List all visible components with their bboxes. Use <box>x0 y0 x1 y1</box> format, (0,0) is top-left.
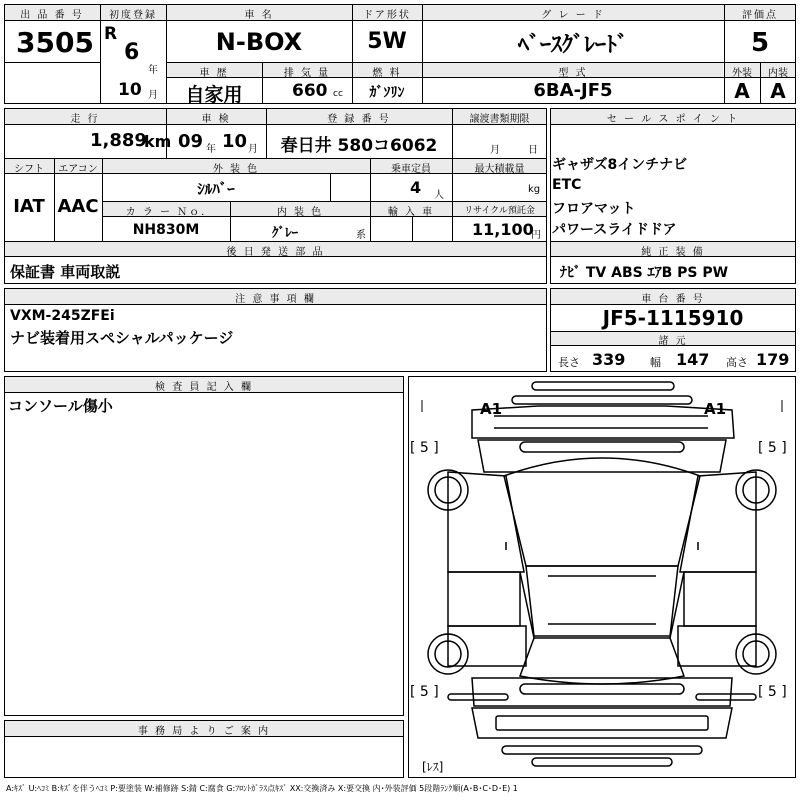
sales-point-3: フロアマット <box>552 201 636 217</box>
capacity-label: 乗車定員 <box>391 164 431 175</box>
first-reg-month-unit: 月 <box>148 90 158 101</box>
sales-point-1: ギャザズ8インチナビ <box>552 157 688 173</box>
displacement-label: 排 気 量 <box>283 68 331 79</box>
grade-value: ﾍﾞｰｽｸﾞﾚｰﾄﾞ <box>517 33 628 58</box>
recycle-value: 11,100 <box>472 220 534 239</box>
model-label: 型 式 <box>558 68 588 79</box>
first-reg-month: 10 <box>118 80 142 100</box>
first-reg-label: 初度登録 <box>109 10 157 21</box>
first-reg-era: R <box>104 24 118 44</box>
shift-value: IAT <box>13 196 45 217</box>
capacity-unit: 人 <box>434 190 444 201</box>
specs-label: 諸 元 <box>658 336 688 347</box>
car-diagram <box>408 376 796 778</box>
shift-label: シフト <box>14 164 44 175</box>
a1-left: A1 <box>480 400 503 418</box>
grade-label: グ レ ー ド <box>541 10 605 21</box>
model-value: 6BA-JF5 <box>533 80 613 101</box>
transfer-day: 日 <box>528 145 538 156</box>
first-reg-year: 6 <box>124 40 140 65</box>
fuel-value: ｶﾞｿﾘﾝ <box>369 85 405 101</box>
spare-tire: [ﾚｽ] <box>422 760 444 774</box>
length-value: 339 <box>592 350 626 369</box>
int-score: A <box>770 79 786 103</box>
office-label: 事 務 局 よ り ご 案 内 <box>137 726 271 737</box>
import-label: 輸 入 車 <box>387 207 435 218</box>
displacement-value: 660 <box>292 81 328 101</box>
reg-no-label: 登 録 番 号 <box>327 114 391 125</box>
door-value: 5W <box>367 29 407 54</box>
lot-number: 3505 <box>16 26 94 59</box>
color-no-label: カ ラ ー Ｎｏ. <box>125 207 207 218</box>
aircon-label: エアコン <box>58 164 98 175</box>
inspector-block <box>4 376 404 716</box>
inspector-label: 検 査 員 記 入 欄 <box>155 382 253 393</box>
width-label: 幅 <box>650 356 661 369</box>
score-value: 5 <box>750 28 770 58</box>
legend: A:ｷｽﾞ U:ﾍｺﾐ B:ｷｽﾞを伴うﾍｺﾐ P:要塗装 W:補修跡 S:錆 C:腐食 G:ﾌﾛﾝﾄｶﾞﾗｽ点ｷｽﾞ XX:交換済み X:要交換 内･外装評価 5段階ﾗﾝｸ順(A･B･C･D･E) 1 <box>6 784 518 793</box>
mileage-label: 走 行 <box>70 114 100 125</box>
capacity-value: 4 <box>410 178 422 197</box>
exterior-color-value: ｼﾙﾊﾞｰ <box>197 180 235 198</box>
tire-rear-right: [ 5 ] <box>758 684 787 700</box>
inspection-label: 車 検 <box>201 114 231 125</box>
height-value: 179 <box>756 350 790 369</box>
door-label: ドア形状 <box>363 10 411 21</box>
recycle-unit: 円 <box>531 230 541 241</box>
aircon-value: AAC <box>57 196 99 217</box>
int-label: 内装 <box>768 68 788 79</box>
notes-line-1: VXM-245ZFEi <box>10 308 115 324</box>
height-label: 高さ <box>726 356 748 369</box>
mileage-value: 1,889 <box>90 130 147 151</box>
chassis-value: JF5-1115910 <box>602 306 744 330</box>
length-label: 長さ <box>558 356 580 369</box>
fuel-label: 燃 料 <box>372 68 402 79</box>
lot-label: 出 品 番 号 <box>20 10 84 21</box>
later-label: 後 日 発 送 部 品 <box>226 247 325 258</box>
interior-color-value: ｸﾞﾚｰ <box>272 226 298 241</box>
interior-color-label: 内 装 色 <box>276 207 324 218</box>
mileage-unit: km <box>144 132 172 151</box>
later-value: 保証書 車両取説 <box>10 263 121 281</box>
ext-label: 外装 <box>732 68 752 79</box>
recycle-label: リサイクル預託金 <box>464 206 535 216</box>
interior-color-suffix: 系 <box>356 230 366 241</box>
color-no-value: NH830M <box>132 222 200 238</box>
displacement-unit: cc <box>333 89 343 99</box>
car-name-label: 車 名 <box>244 10 274 21</box>
history-value: 自家用 <box>185 84 243 106</box>
inspection-month: 10 <box>222 131 248 152</box>
notes-label: 注 意 事 項 欄 <box>235 294 316 305</box>
history-label: 車 歴 <box>199 68 229 79</box>
inspection-month-unit: 月 <box>248 144 258 155</box>
exterior-color-label: 外 装 色 <box>212 164 260 175</box>
car-name: N-BOX <box>215 28 303 56</box>
a1-right: A1 <box>704 400 727 418</box>
max-load-unit: kg <box>528 184 541 195</box>
reg-no-value: 春日井 580コ6062 <box>280 136 438 156</box>
inspection-year-unit: 年 <box>206 144 216 155</box>
genuine-label: 純 正 装 備 <box>641 247 705 258</box>
tire-front-left: [ 5 ] <box>410 440 439 456</box>
width-value: 147 <box>676 350 710 369</box>
sales-label: セ ー ル ス ポ イ ン ト <box>606 114 740 125</box>
score-label: 評価点 <box>742 10 778 21</box>
sales-point-4: パワースライドドア <box>552 222 677 238</box>
chassis-label: 車 台 番 号 <box>641 294 705 305</box>
tire-rear-left: [ 5 ] <box>410 684 439 700</box>
sales-point-2: ETC <box>552 177 582 193</box>
max-load-label: 最大積載量 <box>474 164 525 175</box>
first-reg-year-unit: 年 <box>148 65 158 76</box>
tire-front-right: [ 5 ] <box>758 440 787 456</box>
genuine-value: ﾅﾋﾞ TV ABS ｴｱB PS PW <box>560 265 729 281</box>
inspector-value: コンソール傷小 <box>8 397 113 415</box>
inspection-year: 09 <box>178 131 204 152</box>
notes-line-2: ナビ装着用スペシャルパッケージ <box>10 329 234 347</box>
transfer-label: 譲渡書類期限 <box>469 114 530 125</box>
ext-score: A <box>734 79 750 103</box>
transfer-month: 月 <box>490 145 500 156</box>
